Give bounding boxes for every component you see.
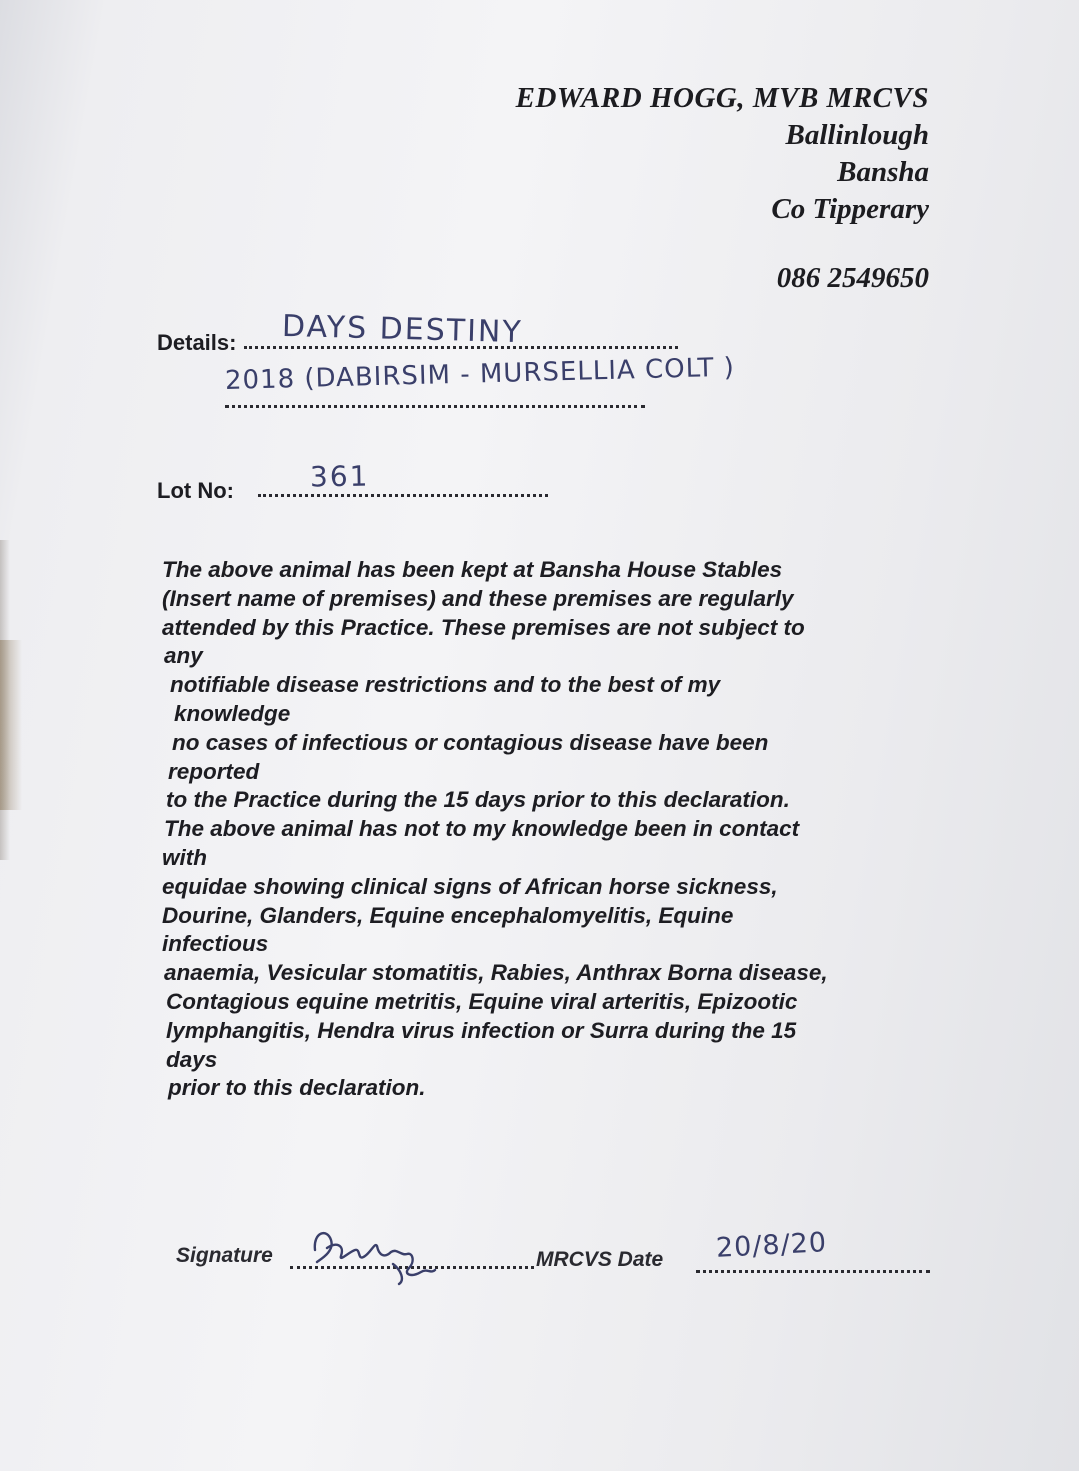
details-dotted-line-2: [225, 405, 645, 408]
handwritten-date: 20/8/20: [715, 1227, 828, 1264]
declaration-line: no cases of infectious or contagious disease have been: [172, 729, 769, 755]
declaration-line: with: [162, 844, 207, 870]
declaration-line: The above animal has been kept at Bansha House Stables: [162, 557, 783, 582]
details-label: Details:: [157, 330, 237, 355]
lot-dotted-line: [258, 494, 548, 497]
mrcvs-date-label: MRCVS Date: [536, 1248, 664, 1271]
declaration-line: Dourine, Glanders, Equine encephalomyelitis, Equine: [162, 902, 734, 928]
details-handwritten-line2: 2018 (DABIRSIM - MURSELLIA COLT ): [224, 352, 736, 396]
lot-label: Lot No:: [157, 478, 234, 503]
lot-handwritten-value: 361: [309, 459, 370, 494]
declaration-line: lymphangitis, Hendra virus infection or Surra during the 15: [166, 1017, 797, 1043]
address-line-2: Bansha: [837, 156, 929, 188]
declaration-line: reported: [168, 758, 260, 784]
declaration-line: any: [164, 643, 203, 669]
declaration-line: infectious: [162, 931, 269, 957]
declaration-line: prior to this declaration.: [168, 1075, 426, 1101]
declaration-text: [162, 556, 962, 1103]
declaration-line: (Insert name of premises) and these premises are regularly: [162, 585, 794, 611]
declaration-line: equidae showing clinical signs of African horse sickness,: [162, 873, 778, 899]
declaration-line: to the Practice during the 15 days prior to this declaration.: [166, 787, 790, 813]
details-handwritten-line1: DAYS DESTINY: [281, 308, 524, 351]
declaration-line: attended by this Practice. These premises are not subject to: [162, 614, 805, 640]
practice-name: EDWARD HOGG, MVB MRCVS: [515, 82, 929, 114]
page-fold-shadow-dark: [0, 640, 22, 810]
address-line-3: Co Tipperary: [771, 193, 929, 225]
practice-header: [516, 80, 929, 228]
date-dotted-line: [696, 1270, 930, 1273]
declaration-line: The above animal has not to my knowledge been in contact: [164, 816, 800, 842]
signature-label: Signature: [176, 1244, 273, 1267]
address-line-1: Ballinlough: [785, 119, 929, 151]
declaration-line: anaemia, Vesicular stomatitis, Rabies, Anthrax Borna disease,: [164, 960, 828, 986]
declaration-line: Contagious equine metritis, Equine viral arteritis, Epizootic: [166, 988, 798, 1014]
declaration-line: days: [166, 1046, 218, 1072]
handwritten-signature: [305, 1222, 445, 1287]
declaration-line: notifiable disease restrictions and to the best of my: [170, 672, 721, 698]
practice-phone: 086 2549650: [776, 262, 929, 294]
declaration-line: knowledge: [174, 700, 291, 726]
